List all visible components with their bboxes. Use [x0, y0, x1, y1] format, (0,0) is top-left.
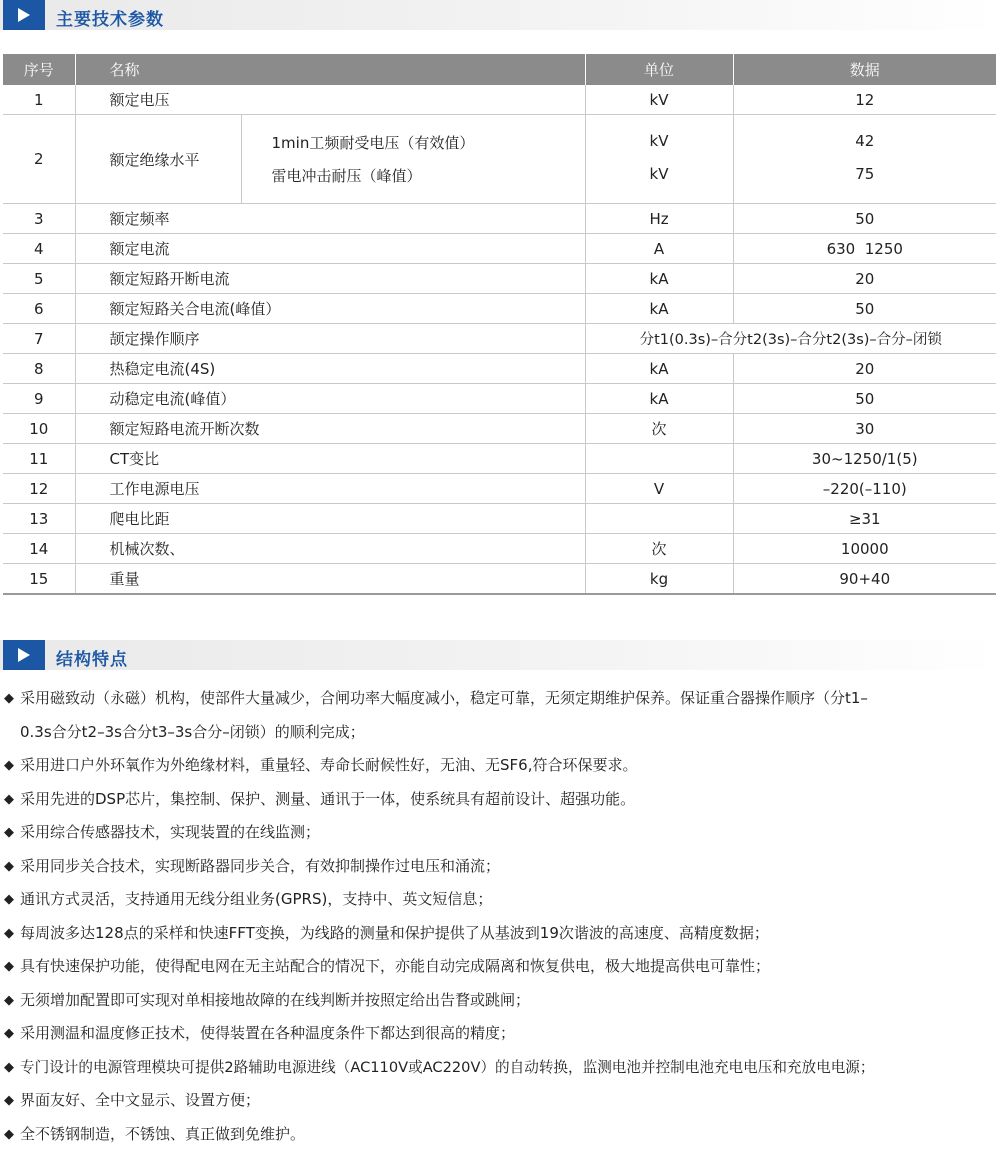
- table-row: [3, 324, 996, 354]
- row-no: 14: [3, 534, 75, 564]
- row-value: 30: [733, 414, 996, 444]
- feature-text: 专门设计的电源管理模块可提供2路辅助电源进线（AC110V或AC220V）的自动转换，监测电池并控制电池充电电压和充放电电源；: [20, 1058, 875, 1076]
- diamond-bullet-icon: ◆: [4, 1126, 14, 1142]
- table-row: [3, 294, 996, 324]
- diamond-bullet-icon: ◆: [4, 1026, 14, 1041]
- row-value: 90+40: [733, 564, 996, 595]
- row-no: 2: [3, 115, 75, 204]
- row-no: 4: [3, 234, 75, 264]
- row-subnames: [241, 115, 585, 204]
- row-name: 额定短路关合电流(峰值）: [75, 294, 585, 324]
- row-no: 11: [3, 444, 75, 474]
- list-item: [4, 950, 998, 984]
- section-marker: [3, 0, 45, 30]
- feature-text: 通讯方式灵活，支持通用无线分组业务(GPRS)，支持中、英文短信息；: [20, 890, 493, 908]
- row-no: 1: [3, 85, 75, 115]
- sub-value: 42: [855, 132, 875, 150]
- play-arrow-icon: [18, 648, 30, 662]
- row-unit: kA: [585, 294, 733, 324]
- diamond-bullet-icon: ◆: [4, 1059, 14, 1075]
- row-name: 热稳定电流(4S): [75, 354, 585, 384]
- header-unit: 单位: [585, 54, 733, 85]
- list-item: [4, 682, 998, 716]
- row-no: 5: [3, 264, 75, 294]
- feature-text: 采用先进的DSP芯片，集控制、保护、测量、通讯于一体，使系统具有超前设计、超强功能。: [20, 789, 636, 808]
- row-no: 7: [3, 324, 75, 354]
- row-unit: kV: [585, 85, 733, 115]
- row-unit: 次: [585, 534, 733, 564]
- feature-text: 采用进口户外环氧作为外绝缘材料，重量轻、寿命长耐候性好，无油、无SF6,符合环保要求。: [20, 756, 638, 774]
- feature-list: [4, 682, 998, 1151]
- row-no: 6: [3, 294, 75, 324]
- row-unit: kA: [585, 384, 733, 414]
- row-unit: kg: [585, 564, 733, 595]
- row-no: 15: [3, 564, 75, 595]
- table-row: [3, 115, 996, 204]
- section-title: 结构特点: [56, 650, 128, 670]
- row-unit: 次: [585, 414, 733, 444]
- table-header-row: [3, 54, 996, 85]
- row-value: 50: [733, 384, 996, 414]
- feature-text: 每周波多达128点的采样和快速FFT变换，为线路的测量和保护提供了从基波到19次谐波的高速度、高精度数据；: [20, 923, 769, 942]
- sub-name: 1min工频耐受电压（有效值）: [271, 134, 475, 152]
- row-value: 630 1250: [733, 234, 996, 264]
- row-no: 3: [3, 204, 75, 234]
- feature-text: 采用综合传感器技术，实现装置的在线监测；: [20, 823, 321, 841]
- sub-unit: kV: [649, 132, 669, 150]
- row-subvalues: [733, 115, 996, 204]
- row-name: 额定电流: [75, 234, 585, 264]
- header-no: 序号: [3, 54, 75, 85]
- list-item: [4, 783, 998, 817]
- row-name: 额定绝缘水平: [75, 115, 241, 204]
- row-no: 8: [3, 354, 75, 384]
- list-item-continuation: [4, 716, 998, 750]
- row-unit: kA: [585, 354, 733, 384]
- row-value: 30~1250/1(5): [733, 444, 996, 474]
- row-no: 13: [3, 504, 75, 534]
- row-no: 10: [3, 414, 75, 444]
- list-item: [4, 1051, 998, 1085]
- row-value: 10000: [733, 534, 996, 564]
- diamond-bullet-icon: ◆: [4, 892, 14, 907]
- table-row: [3, 354, 996, 384]
- row-name: 颉定操作顺序: [75, 324, 585, 354]
- list-item: [4, 1118, 998, 1152]
- diamond-bullet-icon: ◆: [4, 858, 14, 874]
- header-value: 数据: [733, 54, 996, 85]
- row-name: 额定频率: [75, 204, 585, 234]
- list-item: [4, 984, 998, 1018]
- row-name: 额定短路开断电流: [75, 264, 585, 294]
- list-item: [4, 917, 998, 951]
- diamond-bullet-icon: ◆: [4, 691, 14, 706]
- list-item: [4, 1017, 998, 1051]
- row-name: 爬电比距: [75, 504, 585, 534]
- row-value: 20: [733, 354, 996, 384]
- section-marker: [3, 640, 45, 670]
- row-unit: [585, 504, 733, 534]
- feature-text-continuation: 0.3s合分t2–3s合分t3–3s合分–闭锁）的顺利完成；: [20, 722, 365, 741]
- table-row: [3, 474, 996, 504]
- row-name: 重量: [75, 564, 585, 595]
- row-name: 动稳定电流(峰值）: [75, 384, 585, 414]
- feature-text: 具有快速保护功能，使得配电网在无主站配合的情况下，亦能自动完成隔离和恢复供电，极大地提高供电可靠性；: [20, 957, 771, 975]
- diamond-bullet-icon: ◆: [4, 791, 14, 807]
- header-name: 名称: [75, 54, 585, 85]
- row-value: –220(–110): [733, 474, 996, 504]
- row-name: 额定电压: [75, 85, 585, 115]
- row-unit: V: [585, 474, 733, 504]
- row-value: 12: [733, 85, 996, 115]
- table-row: [3, 204, 996, 234]
- diamond-bullet-icon: ◆: [4, 825, 14, 840]
- row-value: 50: [733, 294, 996, 324]
- list-item: [4, 749, 998, 783]
- row-name: 额定短路电流开断次数: [75, 414, 585, 444]
- list-item: [4, 883, 998, 917]
- section-header-features: [0, 640, 1000, 670]
- row-name: 工作电源电压: [75, 474, 585, 504]
- row-value: ≥31: [733, 504, 996, 534]
- row-value: 50: [733, 204, 996, 234]
- row-unit: [585, 444, 733, 474]
- diamond-bullet-icon: ◆: [4, 1093, 14, 1108]
- row-value: 分t1(0.3s)–合分t2(3s)–合分t2(3s)–合分–闭锁: [585, 324, 996, 354]
- row-no: 9: [3, 384, 75, 414]
- row-unit: Hz: [585, 204, 733, 234]
- table-row: [3, 564, 996, 595]
- row-value: 20: [733, 264, 996, 294]
- feature-text: 无须增加配置即可实现对单相接地故障的在线判断并按照定给出告瞀或跳闸；: [20, 990, 531, 1009]
- feature-text: 采用同步关合技术，实现断路器同步关合，有效抑制操作过电压和涌流；: [20, 856, 501, 875]
- row-name: 机械次数、: [75, 534, 585, 564]
- feature-text: 采用测温和温度修正技术，使得装置在各种温度条件下都达到很高的精度；: [20, 1024, 516, 1042]
- section-title: 主要技术参数: [56, 10, 164, 30]
- diamond-bullet-icon: ◆: [4, 925, 14, 941]
- table-row: [3, 444, 996, 474]
- diamond-bullet-icon: ◆: [4, 959, 14, 974]
- feature-text: 全不锈钢制造，不锈蚀、真正做到免维护。: [20, 1124, 306, 1143]
- row-subunits: [585, 115, 733, 204]
- list-item: [4, 1084, 998, 1118]
- row-no: 12: [3, 474, 75, 504]
- sub-value: 75: [855, 165, 875, 183]
- feature-text: 界面友好、全中文显示、设置方便；: [20, 1091, 261, 1109]
- table-row: [3, 384, 996, 414]
- play-arrow-icon: [18, 8, 30, 22]
- table-row: [3, 534, 996, 564]
- row-unit: A: [585, 234, 733, 264]
- list-item: [4, 816, 998, 850]
- sub-name: 雷电冲击耐压（峰值）: [271, 167, 422, 185]
- row-unit: kA: [585, 264, 733, 294]
- table-row: [3, 264, 996, 294]
- section-header-specs: [0, 0, 1000, 30]
- diamond-bullet-icon: ◆: [4, 992, 14, 1008]
- sub-unit: kV: [649, 165, 669, 183]
- list-item: [4, 850, 998, 884]
- feature-text: 采用磁致动（永磁）机构，使部件大量减少，合闸功率大幅度减小，稳定可靠，无须定期维护保养。保证重合器操作顺序（分t1–: [20, 689, 868, 707]
- table-row: [3, 85, 996, 115]
- row-name: CT变比: [75, 444, 585, 474]
- table-row: [3, 234, 996, 264]
- table-row: [3, 504, 996, 534]
- table-row: [3, 414, 996, 444]
- diamond-bullet-icon: ◆: [4, 758, 14, 773]
- spec-table: [3, 54, 996, 595]
